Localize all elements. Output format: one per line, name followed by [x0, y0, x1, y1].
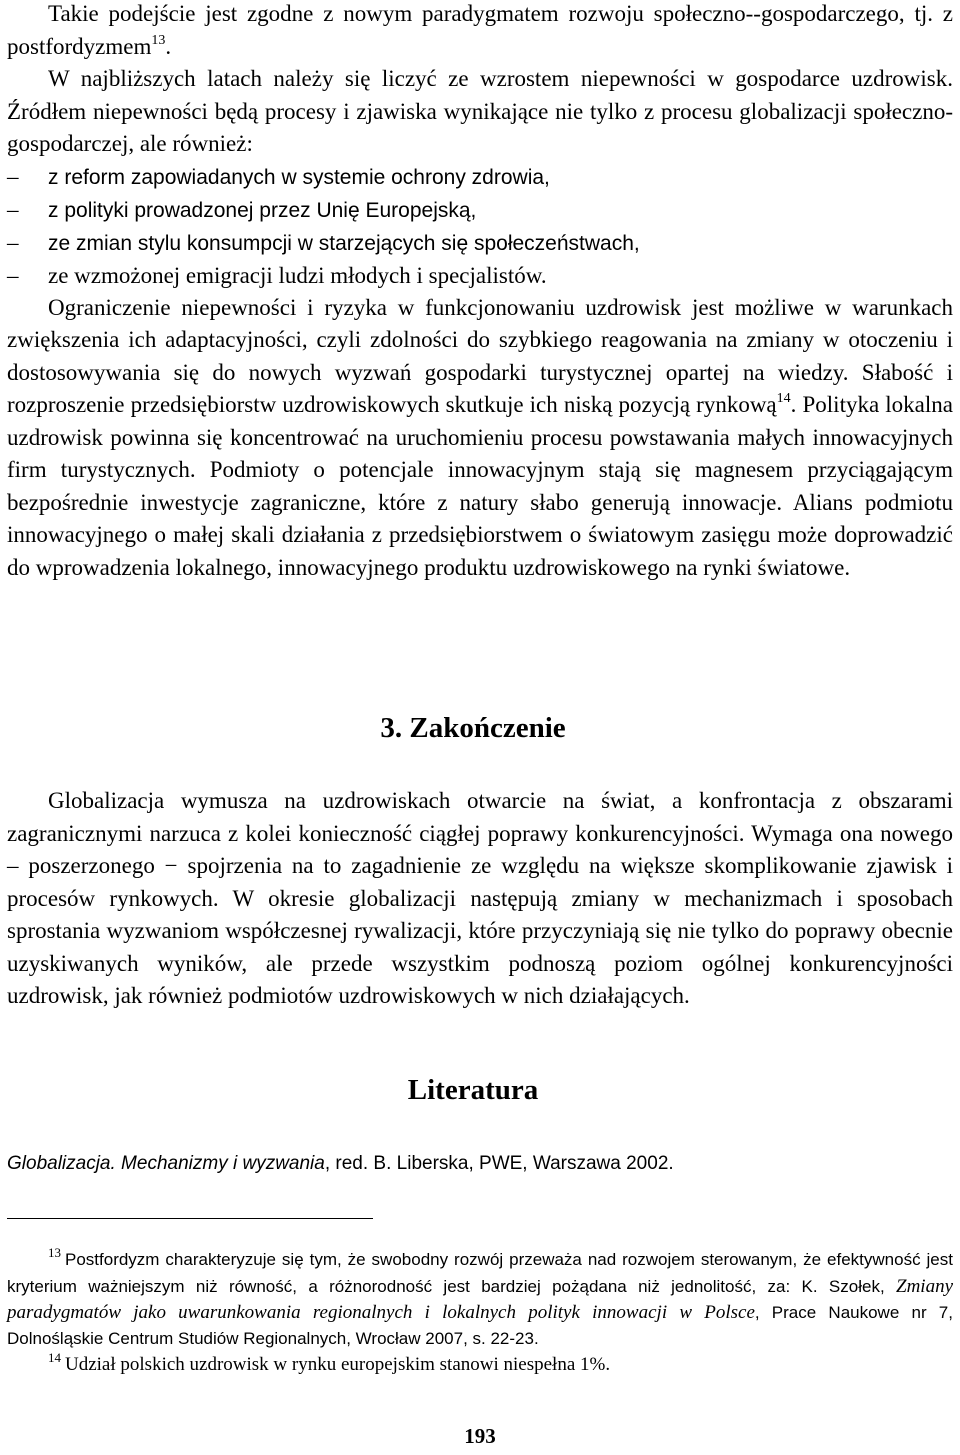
footnote-number: 14 [48, 1350, 61, 1365]
list-item: – ze zmian stylu konsumpcji w starzejących się społeczeństwach, [7, 227, 953, 260]
literature-entry: Globalizacja. Mechanizmy i wyzwania, red. B. Liberska, PWE, Warszawa 2002. [7, 1153, 674, 1174]
footnote-14: $^{14}$ Udział polskich uzdrowisk w rynku europejskim stanowi niespełna 1%. [48, 1350, 611, 1375]
footnotes [7, 1247, 953, 1379]
footnote-number: 13 [48, 1245, 61, 1260]
page-number: 193 [464, 1424, 496, 1448]
dash-bullet: – [7, 229, 19, 255]
footnote-ref-13[interactable]: 13 [151, 32, 166, 48]
list-item: – ze wzmożonej emigracji ludzi młodych i specjalistów. [7, 260, 953, 292]
dash-bullet: – [7, 163, 19, 189]
footnote-13: $^{13}$ Postfordyzm charakteryzuje się tym, że swobodny rozwój przeważa nad rozwojem sterowanym, że efektywność jest kryterium ważniejszym niż równość, a różnorodność jest bardziej pożądana niż jednolitość, za: K. Szołek, Zmiany paradygmatów jako uwarunkowania regionalnych i lokalnych polityk innowacji w Polsce, Prace Naukowe nr 7, Dolnośląskie Centrum Studiów Regionalnych, Wrocław 2007, s. 22-23. [7, 1245, 953, 1348]
footnote-cited-title: Zmiany paradygmatów jako uwarunkowania regionalnych i lokalnych polityk innowacji w Polsce [7, 1276, 953, 1323]
paragraph-adaptability: Ograniczenie niepewności i ryzyka w funkcjonowaniu uzdrowisk jest możliwe w warunkach zwiększenia ich adaptacyjności, czyli zdolności do szybkiego reagowania na zmiany w otoczeniu i dostosowywania się do nowych wyzwań gospodarki turystycznej opartej na wiedzy. Słabość i rozproszenie przedsiębiorstw uzdrowiskowych skutkuje ich niską pozycją rynkową$^{14}$. Polityka lokalna uzdrowisk powinna się koncentrować na uruchomieniu procesu powstawania małych innowacyjnych firm turystycznych. Podmioty o potencjale innowacyjnym stają się magnesem przyciągającym bezpośrednie inwestycje zagraniczne, które z natury słabo generują innowacje. Alians podmiotu innowacyjnego o małej skali działania z przedsiębiorstwem o światowym zasięgu może doprowadzić do wprowadzenia lokalnego, innowacyjnego produktu uzdrowiskowego na rynki światowe. [7, 294, 953, 580]
footnote-separator [7, 1218, 373, 1219]
paragraph-postfordism: Takie podejście jest zgodne z nowym paradygmatem rozwoju społeczno--gospodarczego, tj. z postfordyzmem$^{13}$. [7, 1, 953, 59]
list-item: – z reform zapowiadanych w systemie ochrony zdrowia, [7, 161, 953, 194]
section-heading-literature: Literatura [407, 1074, 539, 1106]
dash-bullet: – [7, 262, 19, 288]
conclusion-block [7, 785, 953, 1013]
dash-bullet: – [7, 196, 19, 222]
paragraph-text: Takie podejście jest zgodne z nowym paradygmatem rozwoju społeczno--gospodarczego, tj. z postfordyzmem [7, 1, 953, 59]
footnote-ref-14[interactable]: 14 [776, 391, 791, 407]
document-page [7, 0, 953, 584]
paragraph-conclusion: Globalizacja wymusza na uzdrowiskach otwarcie na świat, a konfrontacja z obszarami zagranicznymi narzuca z kolei konieczność ciągłej poprawy konkurencyjności. Wymaga ona nowego – poszerzonego − spojrzenia na to zagadnienie ze względu na większe skomplikowanie zjawisk i procesów rynkowych. W okresie globalizacji następują zmiany w mechanizmach i sposobach sprostania wyzwaniom współczesnej rywalizacji, które przyczyniają się nie tylko do poprawy obecnie uzyskiwanych wyników, ale przede wszystkim podnoszą poziom ogólnej konkurencyjności uzdrowisk, jak również podmiotów uzdrowiskowych w nich działających. [7, 788, 953, 1008]
literature-entry-title: Globalizacja. Mechanizmy i wyzwania [7, 1153, 325, 1174]
section-heading-conclusion: 3. Zakończenie [380, 712, 566, 744]
paragraph-uncertainty: W najbliższych latach należy się liczyć ze wzrostem niepewności w gospodarce uzdrowisk. Źródłem niepewności będą procesy i zjawiska wynikające nie tylko z procesu globalizacji społeczno-gospodarczej, ale również: [7, 66, 953, 156]
uncertainty-sources-list [7, 161, 953, 292]
list-item: – z polityki prowadzonej przez Unię Europejską, [7, 194, 953, 227]
